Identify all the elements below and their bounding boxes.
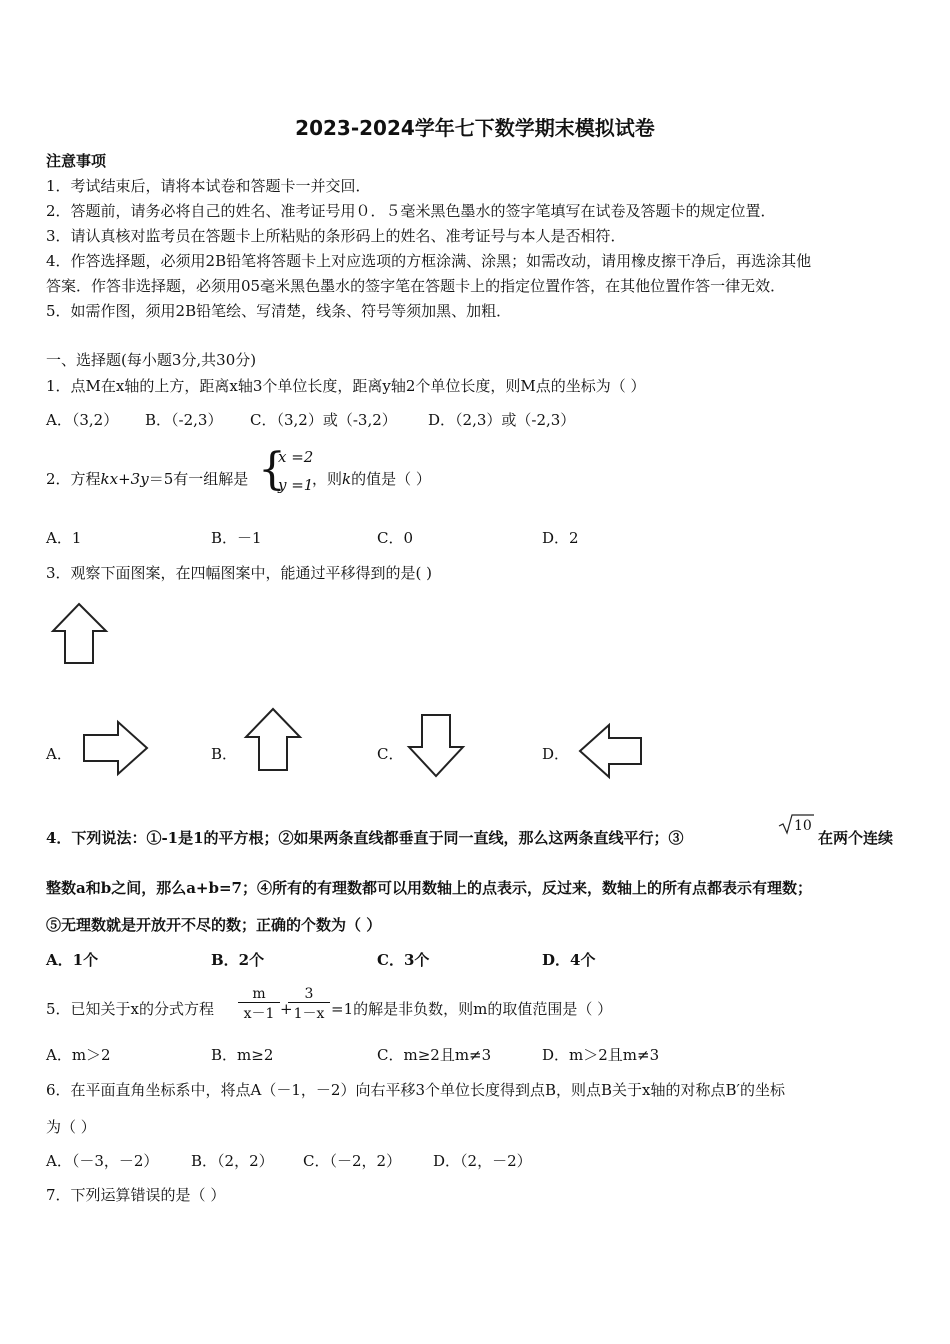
fraction-3-over-1-minus-x bbox=[288, 986, 330, 1023]
question-4-line-1-end: 在两个连续 bbox=[818, 829, 894, 847]
q6-option-b: B．（2，2） bbox=[191, 1152, 274, 1170]
q4-option-a: A．1个 bbox=[46, 951, 99, 969]
q3-option-b: B． bbox=[211, 745, 238, 763]
q2-option-b: B．－1 bbox=[211, 529, 262, 547]
q5-option-a: A．m＞2 bbox=[46, 1046, 111, 1064]
notes-heading: 注意事项 bbox=[46, 152, 107, 170]
question-3-stem: 3．观察下面图案，在四幅图案中，能通过平移得到的是( ) bbox=[46, 564, 433, 582]
section-heading: 一、选择题(每小题3分,共30分) bbox=[46, 351, 257, 369]
question-2-suffix: ，则k的值是（ ） bbox=[312, 470, 431, 488]
sqrt-radicand: 10 bbox=[794, 818, 812, 834]
notes-line: 1．考试结束后，请将本试卷和答题卡一并交回． bbox=[46, 177, 371, 195]
reference-up-arrow-figure bbox=[52, 603, 108, 665]
system-equation-1: x =2 bbox=[278, 448, 314, 466]
question-4-line-3: ⑤无理数就是开放开不尽的数；正确的个数为（ ） bbox=[46, 916, 382, 934]
q1-option-d: D．（2,3）或（-2,3） bbox=[428, 411, 576, 429]
system-brace: { bbox=[258, 444, 286, 495]
q2-option-d: D．2 bbox=[542, 529, 579, 547]
q6-option-a: A．（－3，－2） bbox=[46, 1152, 159, 1170]
down-arrow-figure bbox=[407, 713, 465, 779]
fraction-denominator: x－1 bbox=[243, 1006, 275, 1022]
q5-option-c: C．m≥2且m≠3 bbox=[377, 1046, 492, 1064]
question-6-line-2: 为（ ） bbox=[46, 1118, 96, 1136]
question-5-suffix: =1的解是非负数，则m的取值范围是（ ） bbox=[331, 1000, 613, 1018]
fraction-numerator: m bbox=[238, 986, 280, 1003]
plus-sign: + bbox=[280, 1000, 293, 1018]
notes-line: 答案．作答非选择题，必须用05毫米黑色墨水的签字笔在答题卡上的指定位置作答，在其他位置作答一律无效． bbox=[46, 277, 786, 295]
q2-option-c: C．0 bbox=[377, 529, 414, 547]
question-4-line-1: 4．下列说法：①-1是1的平方根；②如果两条直线都垂直于同一直线，那么这两条直线平行；③ bbox=[46, 829, 684, 847]
question-5-prefix: 5．已知关于x的分式方程 bbox=[46, 1000, 215, 1018]
q6-option-c: C．（－2，2） bbox=[303, 1152, 402, 1170]
notes-line: 4．作答选择题，必须用2B铅笔将答题卡上对应选项的方框涂满、涂黑；如需改动，请用橡皮擦干净后，再选涂其他 bbox=[46, 252, 812, 270]
left-arrow-figure bbox=[578, 723, 644, 779]
q3-option-c: C． bbox=[377, 745, 404, 763]
notes-line: 2．答题前，请务必将自己的姓名、准考证号用０．５毫米黑色墨水的签字笔填写在试卷及答题卡的规定位置． bbox=[46, 202, 776, 220]
fraction-m-over-x-minus-1 bbox=[238, 986, 280, 1023]
question-2-stem: 2．方程kx+3y＝5有一组解是 bbox=[46, 470, 249, 488]
q4-option-b: B．2个 bbox=[211, 951, 265, 969]
q5-option-d: D．m＞2且m≠3 bbox=[542, 1046, 660, 1064]
page-title: 2023-2024学年七下数学期末模拟试卷 bbox=[295, 116, 655, 140]
right-arrow-figure bbox=[82, 720, 150, 776]
q2-option-a: A．1 bbox=[46, 529, 82, 547]
q1-option-a: A．（3,2） bbox=[46, 411, 119, 429]
q3-option-a: A． bbox=[46, 745, 72, 763]
q5-option-b: B．m≥2 bbox=[211, 1046, 274, 1064]
q4-option-d: D．4个 bbox=[542, 951, 596, 969]
up-arrow-figure bbox=[245, 707, 303, 773]
fraction-numerator: 3 bbox=[288, 986, 330, 1003]
notes-line: 3．请认真核对监考员在答题卡上所粘贴的条形码上的姓名、准考证号与本人是否相符． bbox=[46, 227, 626, 245]
q1-option-b: B．（-2,3） bbox=[145, 411, 223, 429]
fraction-denominator: 1－x bbox=[293, 1006, 325, 1022]
question-1-stem: 1．点M在x轴的上方，距离x轴3个单位长度，距离y轴2个单位长度，则M点的坐标为（ ） bbox=[46, 377, 646, 395]
notes-line: 5．如需作图，须用2B铅笔绘、写清楚，线条、符号等须加黑、加粗． bbox=[46, 302, 512, 320]
question-7-stem: 7．下列运算错误的是（ ） bbox=[46, 1186, 226, 1204]
system-equation-2: y =1 bbox=[278, 476, 314, 494]
question-4-line-2: 整数a和b之间，那么a+b=7；④所有的有理数都可以用数轴上的点表示，反过来，数轴上的所有点都表示有理数； bbox=[46, 879, 812, 897]
q6-option-d: D．（2，－2） bbox=[433, 1152, 532, 1170]
q1-option-c: C．（3,2）或（-3,2） bbox=[250, 411, 397, 429]
q4-option-c: C．3个 bbox=[377, 951, 430, 969]
question-6-line-1: 6．在平面直角坐标系中，将点A（－1，－2）向右平移3个单位长度得到点B，则点B关于x轴的对称点B′的坐标 bbox=[46, 1081, 785, 1099]
q3-option-d: D． bbox=[542, 745, 570, 763]
